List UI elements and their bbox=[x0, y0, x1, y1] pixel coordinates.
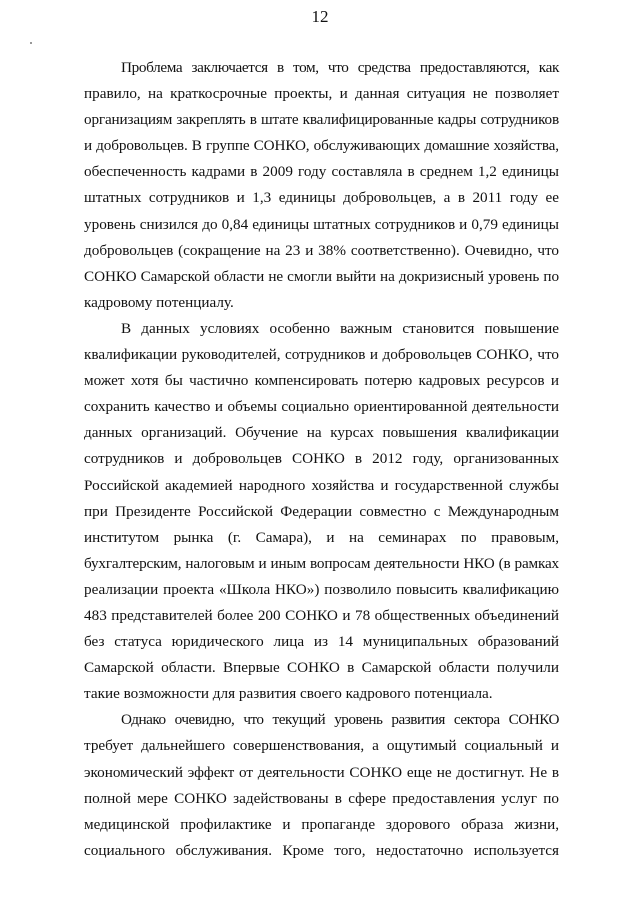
body-text bbox=[84, 55, 559, 864]
text-line: сохранить качество и объемы социально ориентированной деятельности bbox=[84, 398, 559, 416]
text-line: и добровольцев. В группе СОНКО, обслуживающих домашние хозяйства, bbox=[84, 137, 559, 155]
text-line: кадровому потенциалу. bbox=[84, 293, 234, 311]
text-line: квалификации руководителей, сотрудников и добровольцев СОНКО, что bbox=[84, 346, 559, 364]
text-line: СОНКО Самарской области не смогли выйти на докризисный уровень по bbox=[84, 267, 559, 285]
scan-speck bbox=[30, 42, 32, 44]
text-line: Самарской области. Впервые СОНКО в Самарской области получили bbox=[84, 659, 559, 677]
text-line: при Президенте Российской Федерации совместно с Международным bbox=[84, 502, 559, 520]
text-line: обеспеченность кадрами в 2009 году составляла в среднем 1,2 единицы bbox=[84, 163, 559, 181]
page-number: 12 bbox=[311, 7, 329, 26]
text-line: данных организаций. Обучение на курсах повышения квалификации bbox=[84, 424, 559, 442]
paragraph-1 bbox=[84, 55, 559, 316]
text-line: экономический эффект от деятельности СОНКО еще не достигнут. Не в bbox=[84, 763, 559, 781]
text-line: институтом рынка (г. Самара), и на семинарах по правовым, bbox=[84, 528, 559, 546]
text-line: Российской академией народного хозяйства и государственной службы bbox=[84, 476, 559, 494]
text-line: социального обслуживания. Кроме того, недостаточно используется bbox=[84, 841, 559, 859]
text-line: требует дальнейшего совершенствования, а ощутимый социальный и bbox=[84, 737, 559, 755]
text-line: организациям закреплять в штате квалифицированные кадры сотрудников bbox=[84, 111, 559, 129]
text-line: Однако очевидно, что текущий уровень развития сектора СОНКО bbox=[121, 711, 559, 729]
text-line: бухгалтерским, налоговым и иным вопросам деятельности НКО (в рамках bbox=[84, 554, 559, 572]
text-line: реализации проекта «Школа НКО») позволило повысить квалификацию bbox=[84, 580, 559, 598]
text-line: без статуса юридического лица из 14 муниципальных образований bbox=[84, 633, 559, 651]
text-line: полной мере СОНКО задействованы в сфере предоставления услуг по bbox=[84, 789, 559, 807]
text-line: правило, на краткосрочные проекты, и данная ситуация не позволяет bbox=[84, 85, 559, 103]
text-line: добровольцев (сокращение на 23 и 38% соответственно). Очевидно, что bbox=[84, 241, 559, 259]
text-line: Проблема заключается в том, что средства предоставляются, как bbox=[121, 59, 559, 76]
paragraph-2 bbox=[84, 316, 559, 707]
text-line: сотрудников и добровольцев СОНКО в 2012 году, организованных bbox=[84, 450, 559, 468]
text-line: уровень снизился до 0,84 единицы штатных сотрудников и 0,79 единицы bbox=[84, 215, 559, 233]
text-line: может хотя бы частично компенсировать потерю кадровых ресурсов и bbox=[84, 372, 559, 390]
text-line: такие возможности для развития своего кадрового потенциала. bbox=[84, 685, 493, 703]
text-line: 483 представителей более 200 СОНКО и 78 общественных объединений bbox=[84, 606, 559, 624]
text-line: штатных сотрудников и 1,3 единицы добровольцев, а в 2011 году ее bbox=[84, 189, 559, 207]
text-line: В данных условиях особенно важным становится повышение bbox=[121, 319, 559, 337]
paragraph-3 bbox=[84, 707, 559, 864]
text-line: медицинской профилактике и пропаганде здорового образа жизни, bbox=[84, 815, 559, 833]
